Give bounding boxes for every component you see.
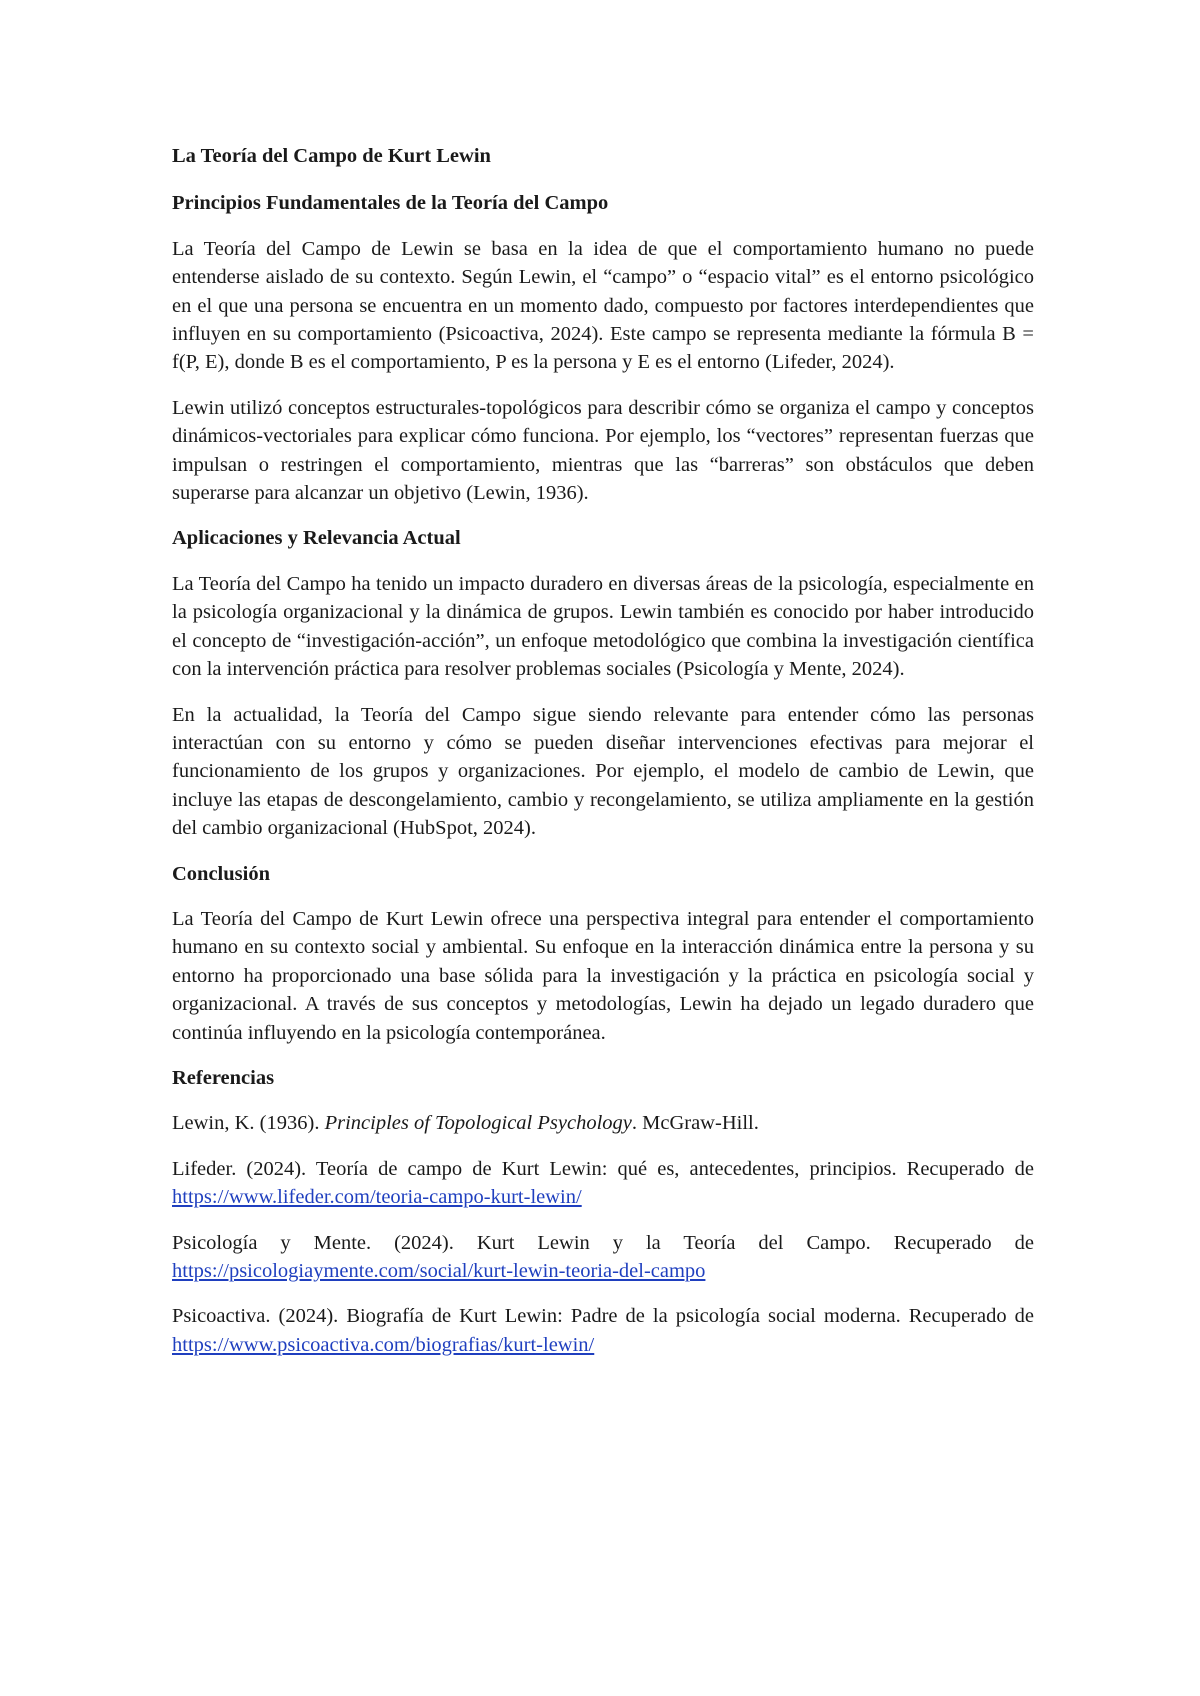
reference-link-lifeder[interactable]: https://www.lifeder.com/teoria-campo-kurt-lewin/ [172,1186,582,1209]
reference-book-title: Principles of Topological Psychology [324,1112,632,1135]
reference-text: Psicología y Mente. (2024). Kurt Lewin y la Teoría del Campo. Recuperado de [172,1231,1034,1254]
section-heading-conclusion: Conclusión [172,862,270,885]
reference-link-psicologiaymente[interactable]: https://psicologiaymente.com/social/kurt-lewin-teoria-del-campo [172,1260,706,1282]
reference-text: Psicoactiva. (2024). Biografía de Kurt Lewin: Padre de la psicología social moderna. Recuperado de [172,1305,1034,1328]
reference-text: . McGraw-Hill. [631,1112,759,1135]
reference-item [172,1155,1034,1212]
paragraph: Lewin utilizó conceptos estructurales-topológicos para describir cómo se organiza el campo y conceptos dinámicos-vectoriales para explicar cómo funciona. Por ejemplo, los “vectores” representan fuerzas que impulsan o restringen el comportamiento, mientras que las “barreras” son obstáculos que deben superarse para alcanzar un objetivo (Lewin, 1936). [172,396,1034,505]
paragraph: La Teoría del Campo ha tenido un impacto duradero en diversas áreas de la psicología, especialmente en la psicología organizacional y la dinámica de grupos. Lewin también es conocido por haber introducido el concepto de “investigación-acción”, un enfoque metodológico que combina la investigación científica con la intervención práctica para resolver problemas sociales (Psicología y Mente, 2024). [172,572,1034,681]
reference-text: Lewin, K. (1936). [172,1112,325,1135]
paragraph: En la actualidad, la Teoría del Campo sigue siendo relevante para entender cómo las personas interactúan con su entorno y cómo se pueden diseñar intervenciones efectivas para mejorar el funcionamiento de los grupos y organizaciones. Por ejemplo, el modelo de cambio de Lewin, que incluye las etapas de descongelamiento, cambio y recongelamiento, se utiliza ampliamente en la gestión del cambio organizacional (HubSpot, 2024). [172,703,1034,840]
reference-link-psicoactiva[interactable]: https://www.psicoactiva.com/biografias/kurt-lewin/ [172,1333,595,1356]
reference-text: Lifeder. (2024). Teoría de campo de Kurt Lewin: qué es, antecedentes, principios. Recuperado de [172,1157,1034,1180]
section-heading-referencias: Referencias [172,1066,275,1089]
reference-item [172,1229,1034,1286]
reference-item [172,1109,1034,1137]
paragraph: La Teoría del Campo de Kurt Lewin ofrece una perspectiva integral para entender el comportamiento humano en su contexto social y ambiental. Su enfoque en la interacción dinámica entre la persona y su entorno ha proporcionado una base sólida para la investigación y la práctica en psicología social y organizacional. A través de sus conceptos y metodologías, Lewin ha dejado un legado duradero que continúa influyendo en la psicología contemporánea. [172,907,1034,1044]
section-heading-aplicaciones: Aplicaciones y Relevancia Actual [172,527,461,550]
section-heading-principios: Principios Fundamentales de la Teoría del Campo [172,192,609,215]
document-title: La Teoría del Campo de Kurt Lewin [172,145,491,167]
reference-item [172,1302,1034,1359]
paragraph: La Teoría del Campo de Lewin se basa en la idea de que el comportamiento humano no puede entenderse aislado de su contexto. Según Lewin, el “campo” o “espacio vital” es el entorno psicológico en el que una persona se encuentra en un momento dado, compuesto por factores interdependientes que influyen en su comportamiento (Psicoactiva, 2024). Este campo se representa mediante la fórmula B = f(P, E), donde B es el comportamiento, P es la persona y E es el entorno (Lifeder, 2024). [172,237,1034,374]
document-page [172,142,1034,1376]
